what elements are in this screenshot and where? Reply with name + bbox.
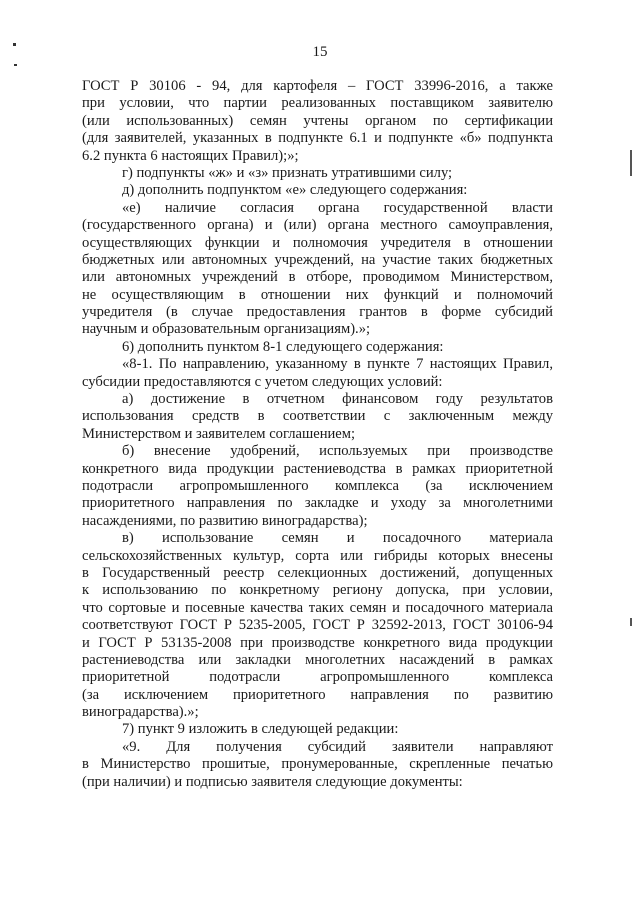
text-line: что сортовые и посевные качества таких семян и посадочного материала	[82, 599, 553, 616]
text-line: виноградарства).»;	[82, 704, 199, 721]
text-line: бюджетных или автономных учреждений, на участие таких бюджетных	[82, 251, 553, 268]
text-line: или автономных учреждений в отборе, проводимом Министерством,	[82, 269, 553, 286]
scan-speck	[13, 43, 16, 46]
text-line: при условии, что партии реализованных поставщиком заявителю	[82, 95, 553, 112]
text-line: «е) наличие согласия органа государственной власти	[122, 199, 553, 216]
scan-edge-mark	[630, 150, 632, 176]
text-line: (или использованных) семян учтены органом по сертификации	[82, 112, 553, 129]
text-line: (при наличии) и подписью заявителя следующие документы:	[82, 773, 463, 790]
scan-edge-mark	[630, 618, 632, 626]
text-line: в Министерство прошитые, пронумерованные, скрепленные печатью	[82, 756, 553, 773]
text-line: Министерством и заявителем соглашением;	[82, 425, 356, 442]
page-number: 15	[312, 44, 328, 60]
scan-speck	[14, 64, 17, 66]
text-line: в) использование семян и посадочного материала	[122, 530, 553, 547]
text-line: к использованию по конкретному региону допуска, при условии,	[82, 582, 553, 599]
text-line: субсидии предоставляются с учетом следующих условий:	[82, 373, 443, 390]
text-line: 6.2 пункта 6 настоящих Правил);»;	[82, 147, 299, 164]
text-line: «8-1. По направлению, указанному в пункте 7 настоящих Правил,	[122, 356, 553, 373]
text-line: не осуществляющим в отношении них функций и полномочий	[82, 286, 553, 303]
text-line: б) внесение удобрений, используемых при производстве	[122, 443, 553, 460]
text-line: ГОСТ Р 30106 - 94, для картофеля – ГОСТ 33996-2016, а также	[82, 78, 553, 94]
text-line: д) дополнить подпунктом «е» следующего содержания:	[122, 182, 468, 199]
text-line: (за исключением приоритетного направления по развитию	[82, 686, 553, 703]
text-line: 6) дополнить пунктом 8-1 следующего содержания:	[122, 338, 444, 355]
text-line: (для заявителей, указанных в подпункте 6.1 и подпункте «б» подпункта	[82, 130, 553, 147]
text-line: конкретного вида продукции растениеводства в рамках приоритетной	[82, 460, 553, 477]
text-line: (государственного органа) и (или) органа местного самоуправления,	[82, 217, 553, 234]
text-line: г) подпункты «ж» и «з» признать утратившими силу;	[122, 164, 453, 181]
text-line: научным и образовательным организациям).»;	[82, 321, 371, 338]
text-line: использования средств в соответствии с заключенным между	[82, 408, 553, 425]
text-line: осуществляющих функции и полномочия учредителя в отношении	[82, 234, 553, 251]
text-line: соответствуют ГОСТ Р 5235-2005, ГОСТ Р 32592-2013, ГОСТ 30106-94	[82, 617, 553, 634]
text-line: 7) пункт 9 изложить в следующей редакции:	[122, 721, 399, 738]
document-body	[82, 78, 553, 791]
text-line: насаждениями, по развитию виноградарства);	[82, 512, 368, 529]
text-line: в Государственный реестр селекционных достижений, допущенных	[82, 564, 553, 581]
text-line: и ГОСТ Р 53135-2008 при производстве конкретного вида продукции	[82, 634, 553, 651]
text-line: приоритетной подотрасли агропромышленного комплекса	[82, 669, 553, 686]
text-line: учредителя (в случае предоставления грантов в форме субсидий	[82, 304, 553, 321]
text-line: приоритетного направления по закладке и уходу за многолетними	[82, 495, 553, 512]
text-line: «9. Для получения субсидий заявители направляют	[122, 738, 553, 755]
text-line: сельскохозяйственных культур, сорта или гибриды которых внесены	[82, 547, 553, 564]
text-line: а) достижение в отчетном финансовом году результатов	[122, 391, 553, 408]
text-line: растениеводства или закладки многолетних насаждений в рамках	[82, 651, 553, 668]
text-line: подотрасли агропромышленного комплекса (за исключением	[82, 477, 553, 494]
